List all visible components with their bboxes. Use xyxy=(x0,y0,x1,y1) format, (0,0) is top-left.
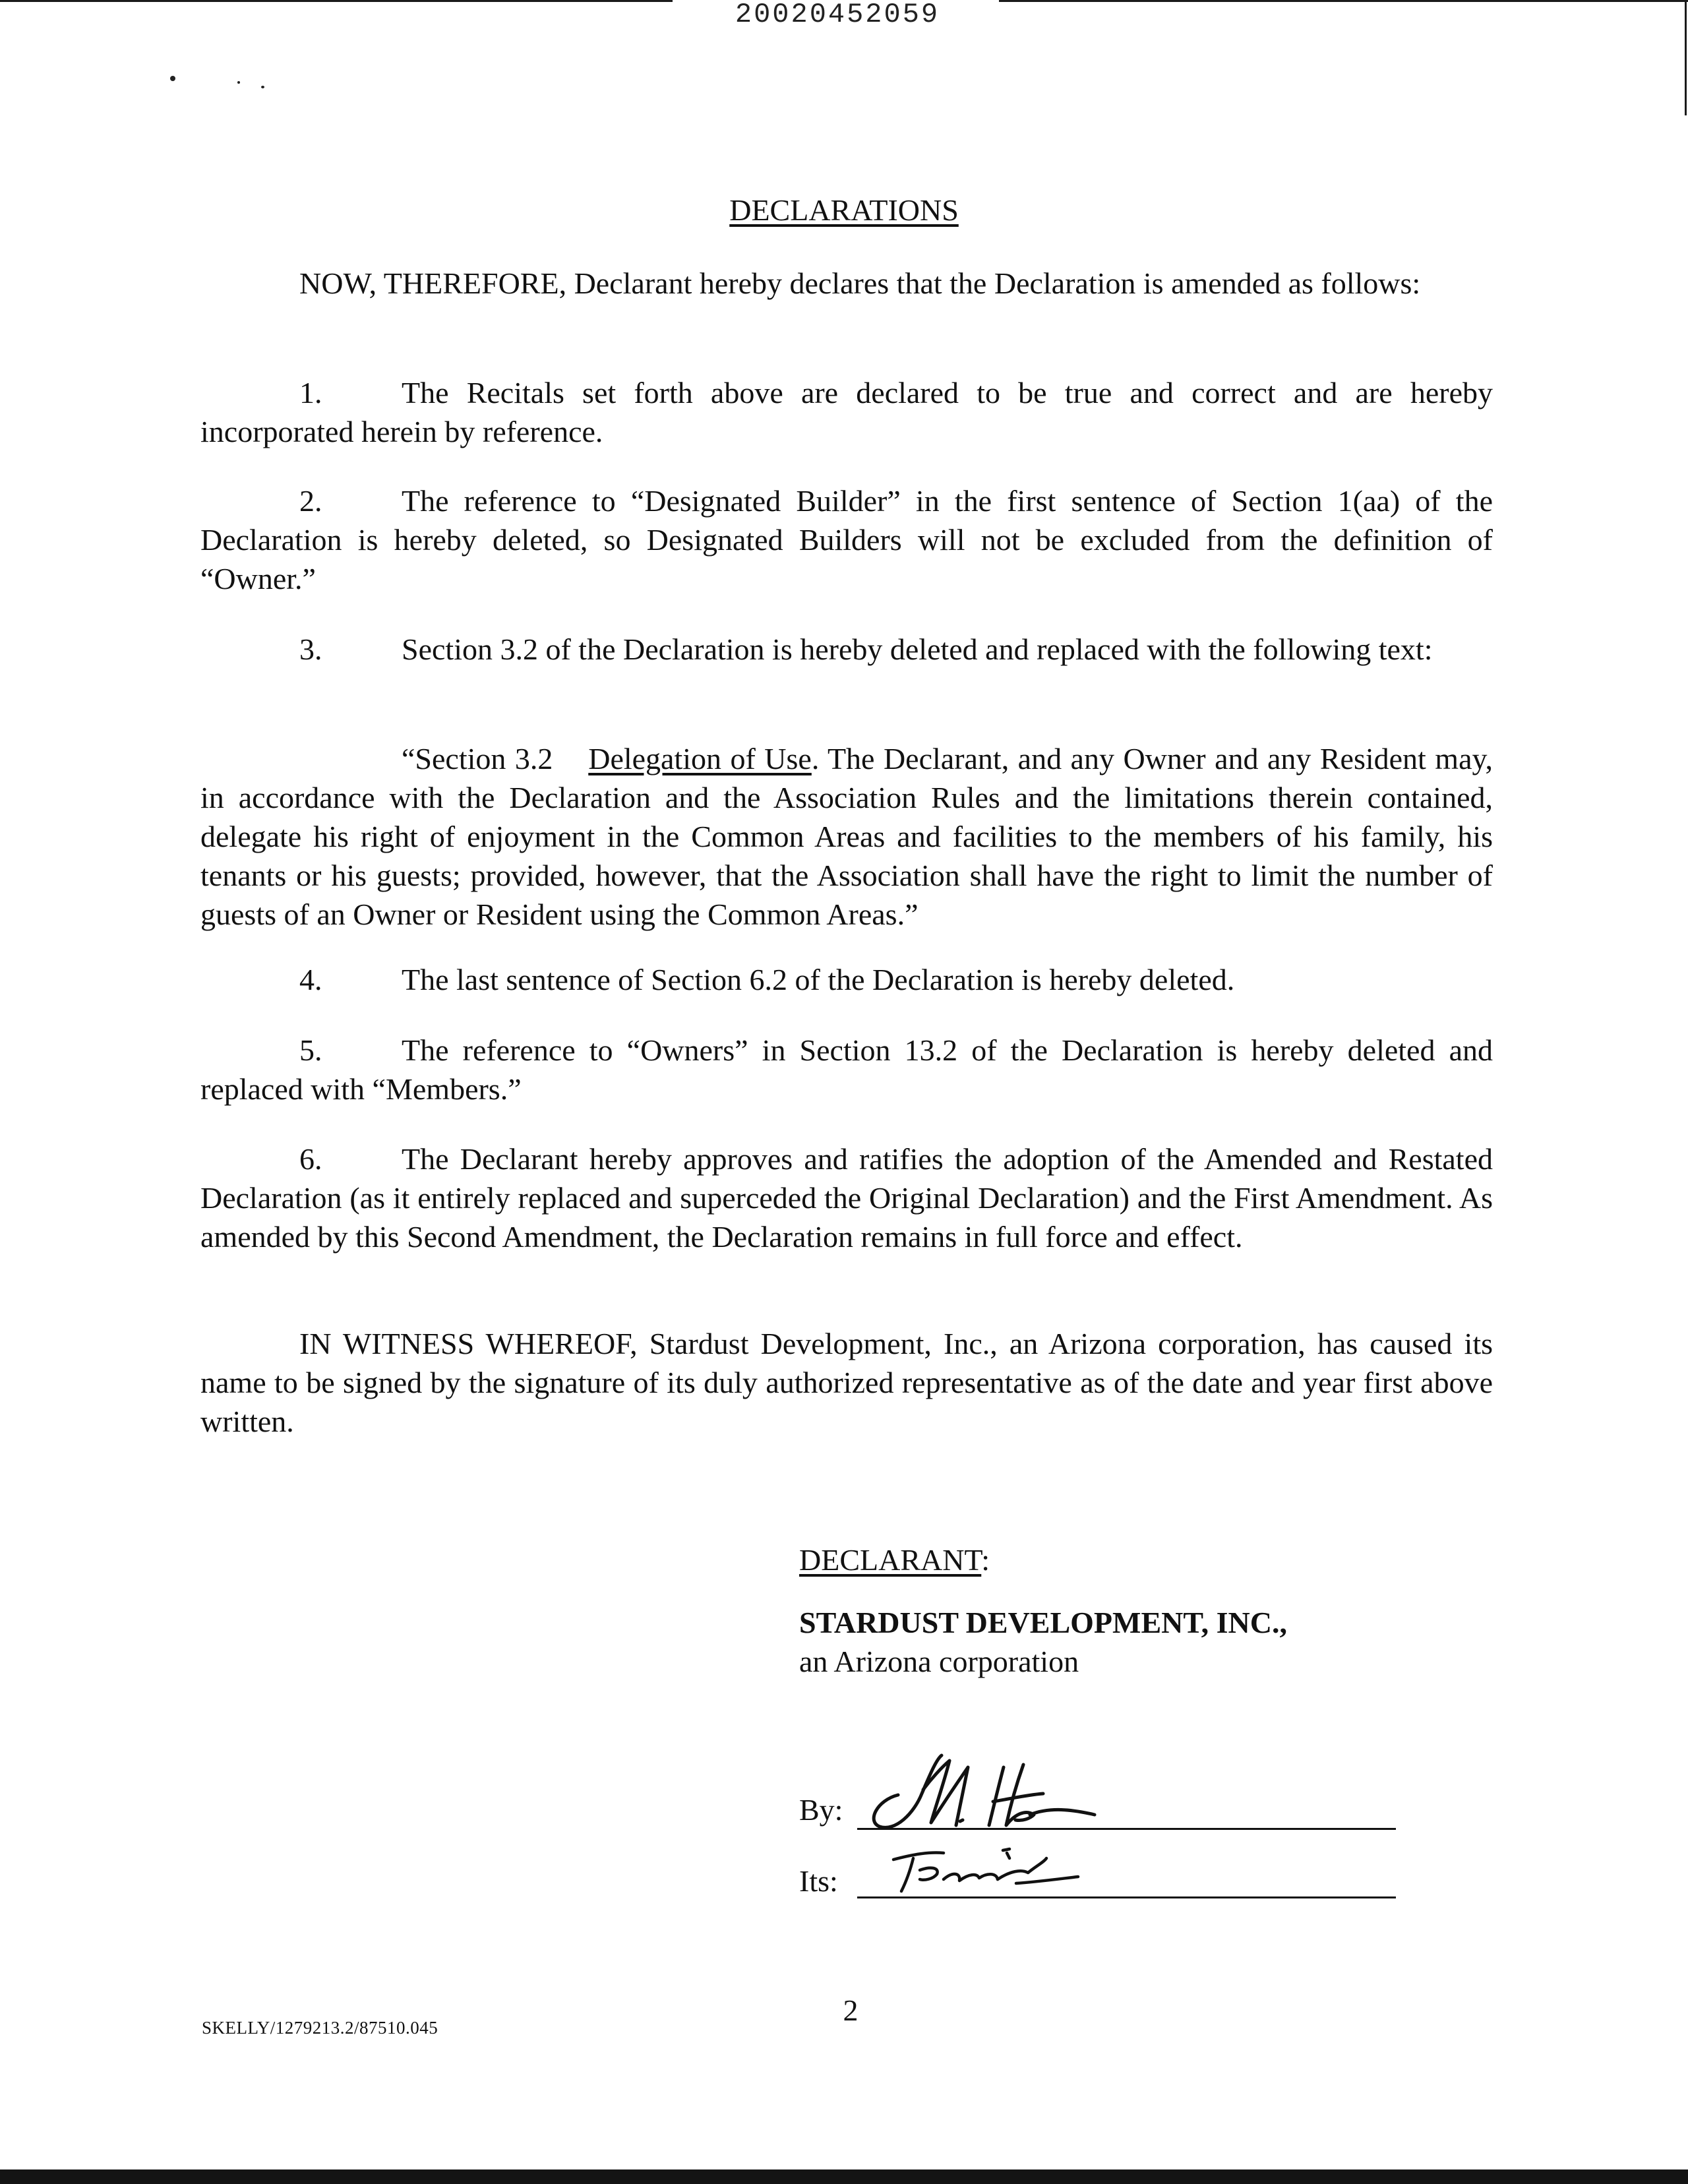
item-text: The Declarant hereby approves and ratifies the adoption of the Amended and Restated Declaration (as it entirely replaced and superceded the Original Declaration) and the First Amendment. As amended by this Second Amendment, the Declaration remains in full force and effect. xyxy=(200,1142,1493,1254)
item-number: 5. xyxy=(299,1033,322,1067)
witness-clause xyxy=(200,1324,1493,1441)
company-name: STARDUST DEVELOPMENT, INC., xyxy=(799,1606,1287,1639)
item-text: The reference to “Owners” in Section 13.2 of the Declaration is hereby deleted and replaced with “Members.” xyxy=(200,1033,1493,1106)
declarant-label: DECLARANT xyxy=(799,1543,982,1577)
its-label: Its: xyxy=(799,1864,838,1898)
page-border-top-right xyxy=(999,0,1688,2)
quote-prefix: “Section 3.2 xyxy=(402,742,553,775)
item-number: 1. xyxy=(299,376,322,410)
item-number: 3. xyxy=(299,632,322,666)
company-description: an Arizona corporation xyxy=(799,1645,1079,1678)
scan-speck xyxy=(237,81,240,84)
quoted-section xyxy=(200,739,1493,934)
signature-image xyxy=(857,1741,1174,1833)
page-border-right xyxy=(1685,0,1687,115)
intro-paragraph xyxy=(200,264,1493,303)
witness-text: IN WITNESS WHEREOF, Stardust Development, Inc., an Arizona corporation, has caused its name to be signed by the signature of its duly authorized representative as of the date and year first above written. xyxy=(200,1327,1493,1438)
signature-block: DECLARANT: STARDUST DEVELOPMENT, INC., an Arizona corporation xyxy=(799,1540,1590,1681)
intro-text: NOW, THEREFORE, Declarant hereby declares that the Declaration is amended as follows: xyxy=(299,266,1421,300)
item-number: 2. xyxy=(299,484,322,518)
page-title: DECLARATIONS xyxy=(729,193,959,227)
item-text: Section 3.2 of the Declaration is hereby deleted and replaced with the following text: xyxy=(402,632,1433,666)
scan-speck xyxy=(170,76,175,81)
page-border-top-left xyxy=(0,0,673,2)
footer-document-code: SKELLY/1279213.2/87510.045 xyxy=(202,2018,438,2038)
list-item xyxy=(200,1031,1493,1108)
list-item xyxy=(200,1139,1493,1256)
by-label: By: xyxy=(799,1793,843,1827)
list-item xyxy=(200,481,1493,598)
scan-speck xyxy=(261,86,264,88)
list-item xyxy=(200,630,1493,669)
quote-title: Delegation of Use xyxy=(588,742,812,775)
list-item xyxy=(200,373,1493,451)
item-number: 4. xyxy=(299,963,322,996)
list-item xyxy=(200,960,1493,999)
quote-body: . The Declarant, and any Owner and any Resident may, in accordance with the Declaration and the Association Rules and the limitations therein contained, delegate his right of enjoyment in the Common Areas and facilities to the members of his family, his tenants or his guests; provided, however, that the Association shall have the right to limit the number of guests of an Owner or Resident using the Common Areas.” xyxy=(200,742,1493,931)
handwritten-title xyxy=(880,1840,1118,1899)
page-border-bottom xyxy=(0,2169,1688,2184)
document-number: 20020452059 xyxy=(735,0,940,30)
item-text: The last sentence of Section 6.2 of the Declaration is hereby deleted. xyxy=(402,963,1235,996)
page-number: 2 xyxy=(843,1993,859,2027)
item-text: The reference to “Designated Builder” in the first sentence of Section 1(aa) of the Declaration is hereby deleted, so Designated Builders will not be excluded from the definition of “Owner.” xyxy=(200,484,1493,595)
item-number: 6. xyxy=(299,1142,322,1176)
item-text: The Recitals set forth above are declared to be true and correct and are hereby incorporated herein by reference. xyxy=(200,376,1493,448)
